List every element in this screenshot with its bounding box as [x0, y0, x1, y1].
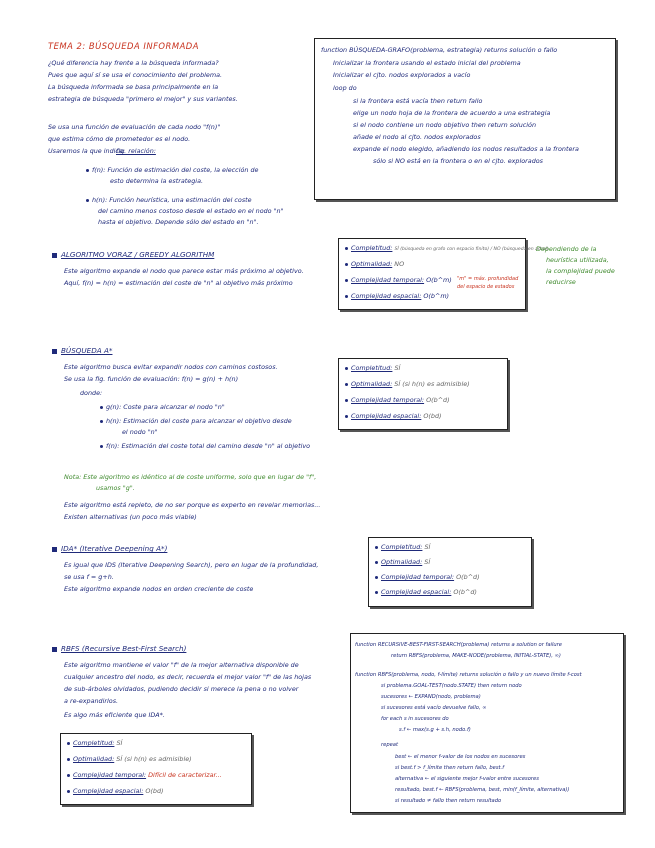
f-definition-cont: esto determina la estrategia. — [110, 177, 204, 185]
rbfs-body: Este algoritmo mantiene el valor "f" de la mejor alternativa disponible de — [64, 661, 299, 669]
code-line: function BÚSQUEDA-GRAFO(problema, estrategia) returns solución o fallo — [321, 46, 558, 54]
section-title-ida: IDA* (Iterative Deepening A*) — [52, 544, 167, 553]
code-line: si el nodo contiene un nodo objetivo then return solución — [353, 121, 537, 129]
bullet-icon — [86, 199, 89, 202]
code-line: resultado, best.f ← RBFS(problema, best, min(f_límite, alternativa)) — [395, 787, 570, 793]
section-title-a-star: BÚSQUEDA A* — [52, 346, 112, 355]
prop-optimalidad: Optimalidad: SÍ — [375, 557, 430, 567]
code-line: añade el nodo al cjto. nodos explorados — [353, 133, 481, 141]
rbfs-body: Es algo más eficiente que IDA*. — [64, 711, 165, 719]
h-definition-cont: hasta el objetivo. Depende sólo del estado en "n". — [98, 218, 259, 226]
code-line: repeat — [381, 742, 399, 748]
a-star-body: Se usa la fig. función de evaluación: f(n) = g(n) + h(n) — [64, 375, 239, 383]
prop-optimalidad: Optimalidad: SÍ (si h(n) es admisible) — [67, 754, 192, 764]
eval-line: que estima cómo de prometedor es el nodo. — [48, 135, 191, 143]
section-title-rbfs: RBFS (Recursive Best-First Search) — [52, 644, 186, 653]
code-line: best ← el menor f-valor de los nodos en sucesores — [395, 754, 526, 760]
a-star-extra: Este algoritmo está repleto, de no ser porque es experto en revelar memorias... — [64, 501, 321, 509]
rbfs-body: a re-expandirlos. — [64, 697, 119, 705]
square-bullet-icon — [52, 647, 57, 652]
intro-line: estrategia de búsqueda "primero el mejor" y sus variantes. — [48, 95, 238, 103]
square-bullet-icon — [52, 349, 57, 354]
code-line: s.f ← max(s.g + s.h, nodo.f) — [399, 727, 471, 733]
eval-line: Usaremos la que indica: — [48, 147, 126, 155]
h-definition: h(n): Estimación del coste para alcanzar el objetivo desde — [100, 416, 292, 426]
ida-body: Este algoritmo expande nodos en orden creciente de coste — [64, 585, 254, 593]
code-line: function RECURSIVE-BEST-FIRST-SEARCH(problema) returns a solution or failure — [355, 642, 562, 648]
code-line: function RBFS(problema, nodo, f-límite) returns solución o fallo y un nuevo límite f-cost — [355, 672, 582, 678]
prop-temporal: Complejidad temporal: O(b^m) — [345, 275, 452, 285]
h-definition-cont: del camino menos costoso desde el estado en el nodo "n" — [98, 207, 284, 215]
code-line: si sucesores está vacío devuelve fallo, ∞ — [381, 705, 487, 711]
code-line: Inicializar el cjto. nodos explorados a vacío — [333, 71, 471, 79]
rbfs-code-box — [350, 633, 624, 813]
f-definition: f(n): Estimación del coste total del camino desde "n" al objetivo — [100, 441, 310, 451]
prop-espacial: Complejidad espacial: O(b^d) — [375, 587, 477, 597]
bullet-icon — [86, 169, 89, 172]
side-note: Dependiendo de la — [536, 245, 597, 253]
rbfs-body: de sub-árboles olvidados, pudiendo decidir si merece la pena o no volver — [64, 685, 299, 693]
voraz-body: Este algoritmo expande el nodo que parece estar más próximo al objetivo. — [64, 267, 304, 275]
square-bullet-icon — [52, 547, 57, 552]
prop-espacial: Complejidad espacial: O(bd) — [67, 786, 164, 796]
intro-line: ¿Qué diferencia hay frente a la búsqueda informada? — [48, 59, 219, 67]
a-star-props-box — [338, 358, 508, 430]
eval-link: fig. relación: — [116, 147, 156, 155]
code-line: alternativa ← el siguiente mejor f-valor entre sucesores — [395, 776, 539, 782]
ida-body: se usa f = g+h. — [64, 573, 114, 581]
voraz-body: Aquí, f(n) = h(n) = estimación del coste de "n" al objetivo más próximo — [64, 279, 293, 287]
rbfs-body: cualquier ancestro del nodo, es decir, recuerda el mejor valor "f" de las hojas — [64, 673, 312, 681]
page-title: TEMA 2: BÚSQUEDA INFORMADA — [48, 41, 199, 51]
intro-line: Pues que aquí sí se usa el conocimiento del problema. — [48, 71, 223, 79]
code-line: elige un nodo hoja de la frontera de acuerdo a una estrategia — [353, 109, 551, 117]
ida-body: Es igual que IDS (Iterative Deepening Search), pero en lugar de la profundidad, — [64, 561, 319, 569]
prop-optimalidad: Optimalidad: NO — [345, 259, 404, 269]
prop-temporal: Complejidad temporal: O(b^d) — [375, 572, 480, 582]
prop-completitud: Completitud: SÍ — [375, 542, 430, 552]
code-line: si problema.GOAL-TEST(nodo.STATE) then return nodo — [381, 683, 522, 689]
prop-completitud: Completitud: SÍ — [345, 363, 400, 373]
code-line: sucesores ← EXPAND(nodo, problema) — [381, 694, 481, 700]
prop-espacial: Complejidad espacial: O(bd) — [345, 411, 442, 421]
h-definition: h(n): Función heurística, una estimación del coste — [86, 195, 252, 205]
eval-line: Se usa una función de evaluación de cada nodo "f(n)" — [48, 123, 221, 131]
side-note: heurística utilizada, — [546, 256, 609, 264]
prop-optimalidad: Optimalidad: SÍ (si h(n) es admisible) — [345, 379, 470, 389]
code-line: for each s in sucesores do — [381, 716, 449, 722]
prop-temporal: Complejidad temporal: Difícil de caracterizar... — [67, 770, 222, 780]
square-bullet-icon — [52, 253, 57, 258]
busqueda-grafo-box — [314, 38, 616, 200]
donde-label: donde: — [80, 389, 103, 397]
a-star-extra: Existen alternativas (un poco más viable) — [64, 513, 197, 521]
voraz-props-box — [338, 238, 549, 310]
side-note: la complejidad puede — [546, 267, 615, 275]
g-definition: g(n): Coste para alcanzar el nodo "n" — [100, 402, 225, 412]
rbfs-props-box — [60, 733, 252, 805]
code-line: Inicializar la frontera usando el estado inicial del problema — [333, 59, 521, 67]
f-definition: f(n): Función de estimación del coste, la elección de — [86, 165, 258, 175]
prop-completitud: Completitud: SÍ — [67, 738, 122, 748]
code-line: si resultado ≠ fallo then return resultado — [395, 798, 502, 804]
code-line: si best.f > f_límite then return fallo, best.f — [395, 765, 505, 771]
a-star-body: Este algoritmo busca evitar expandir nodos con caminos costosos. — [64, 363, 278, 371]
code-line: loop do — [333, 84, 357, 92]
code-line: return RBFS(problema, MAKE-NODE(problema, INITIAL-STATE), ∞) — [391, 653, 561, 659]
code-line: expande el nodo elegido, añadiendo los nodos resultados a la frontera — [353, 145, 579, 153]
prop-completitud: Completitud: SÍ (búsqueda en grafo con espacio finito) / NO (búsqueda en árbol) — [345, 243, 549, 255]
a-star-note: usamos "g". — [96, 484, 135, 492]
intro-line: La búsqueda informada se basa principalmente en la — [48, 83, 219, 91]
prop-espacial: Complejidad espacial: O(b^m) — [345, 291, 449, 301]
section-title-voraz: ALGORITMO VORAZ / GREEDY ALGORITHM — [52, 250, 214, 259]
code-line: si la frontera está vacía then return fallo — [353, 97, 483, 105]
ida-props-box — [368, 537, 532, 607]
a-star-note: Nota: Este algoritmo es idéntico al de coste uniforme, solo que en lugar de "f", — [64, 473, 317, 481]
code-line: sólo si NO está en la frontera o en el cjto. explorados — [373, 157, 543, 165]
prop-temporal: Complejidad temporal: O(b^d) — [345, 395, 450, 405]
m-note: "m" = máx. profundidad — [457, 276, 519, 282]
m-note: del espacio de estados — [457, 284, 515, 290]
side-note: reducirse — [546, 278, 576, 286]
h-definition-cont: el nodo "n" — [122, 428, 158, 436]
